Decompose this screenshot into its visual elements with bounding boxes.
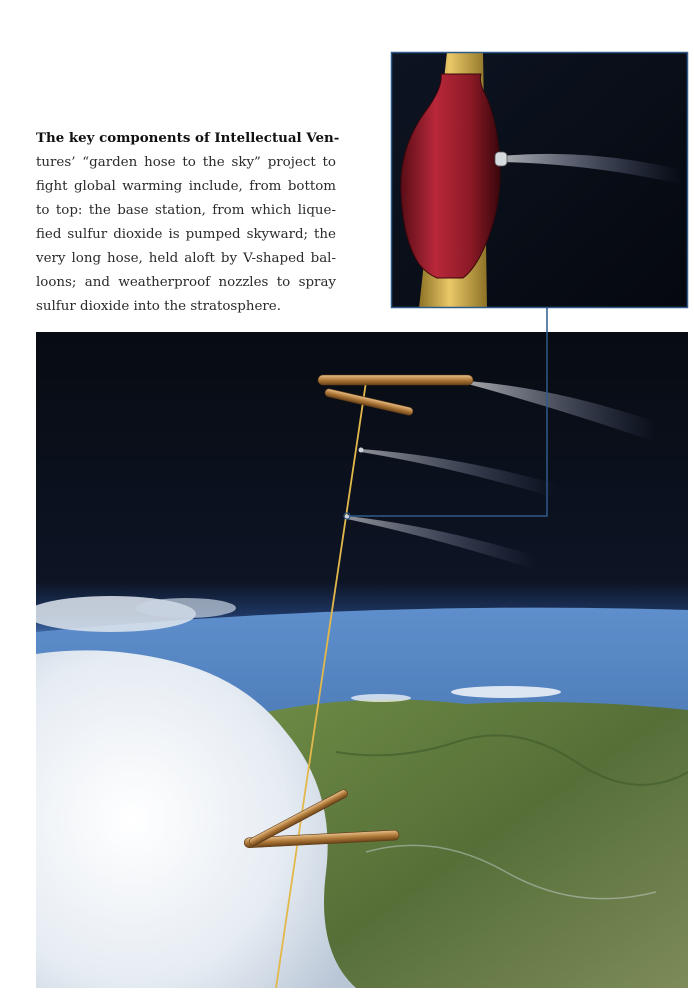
coastal-cloud-2 <box>351 694 411 702</box>
nozzle-tip <box>495 152 507 166</box>
caption-lead: The key components of Intellectual Ven- <box>36 130 340 146</box>
stratosphere-illustration <box>36 332 688 988</box>
caption-line-2: tures’ “garden hose to the sky” project to <box>36 155 336 170</box>
caption-line-5: fied sulfur dioxide is pumped skyward; the <box>36 227 336 242</box>
caption-line-8: sulfur dioxide into the stratosphere. <box>36 299 281 314</box>
nozzle-marker-3 <box>345 515 350 520</box>
nozzle-marker-2 <box>359 448 364 453</box>
caption-line-3: fight global warming include, from bottom <box>36 179 336 194</box>
caption-line-4: to top: the base station, from which lique- <box>36 203 336 218</box>
caption-line-1 <box>36 126 340 151</box>
caption-line-7: loons; and weatherproof nozzles to spray <box>36 275 336 290</box>
coastal-cloud <box>451 686 561 698</box>
caption-line-6: very long hose, held aloft by V-shaped bal- <box>36 251 336 266</box>
high-cloud-2 <box>136 598 236 618</box>
caption <box>36 126 340 319</box>
nozzle-inset <box>391 52 688 308</box>
